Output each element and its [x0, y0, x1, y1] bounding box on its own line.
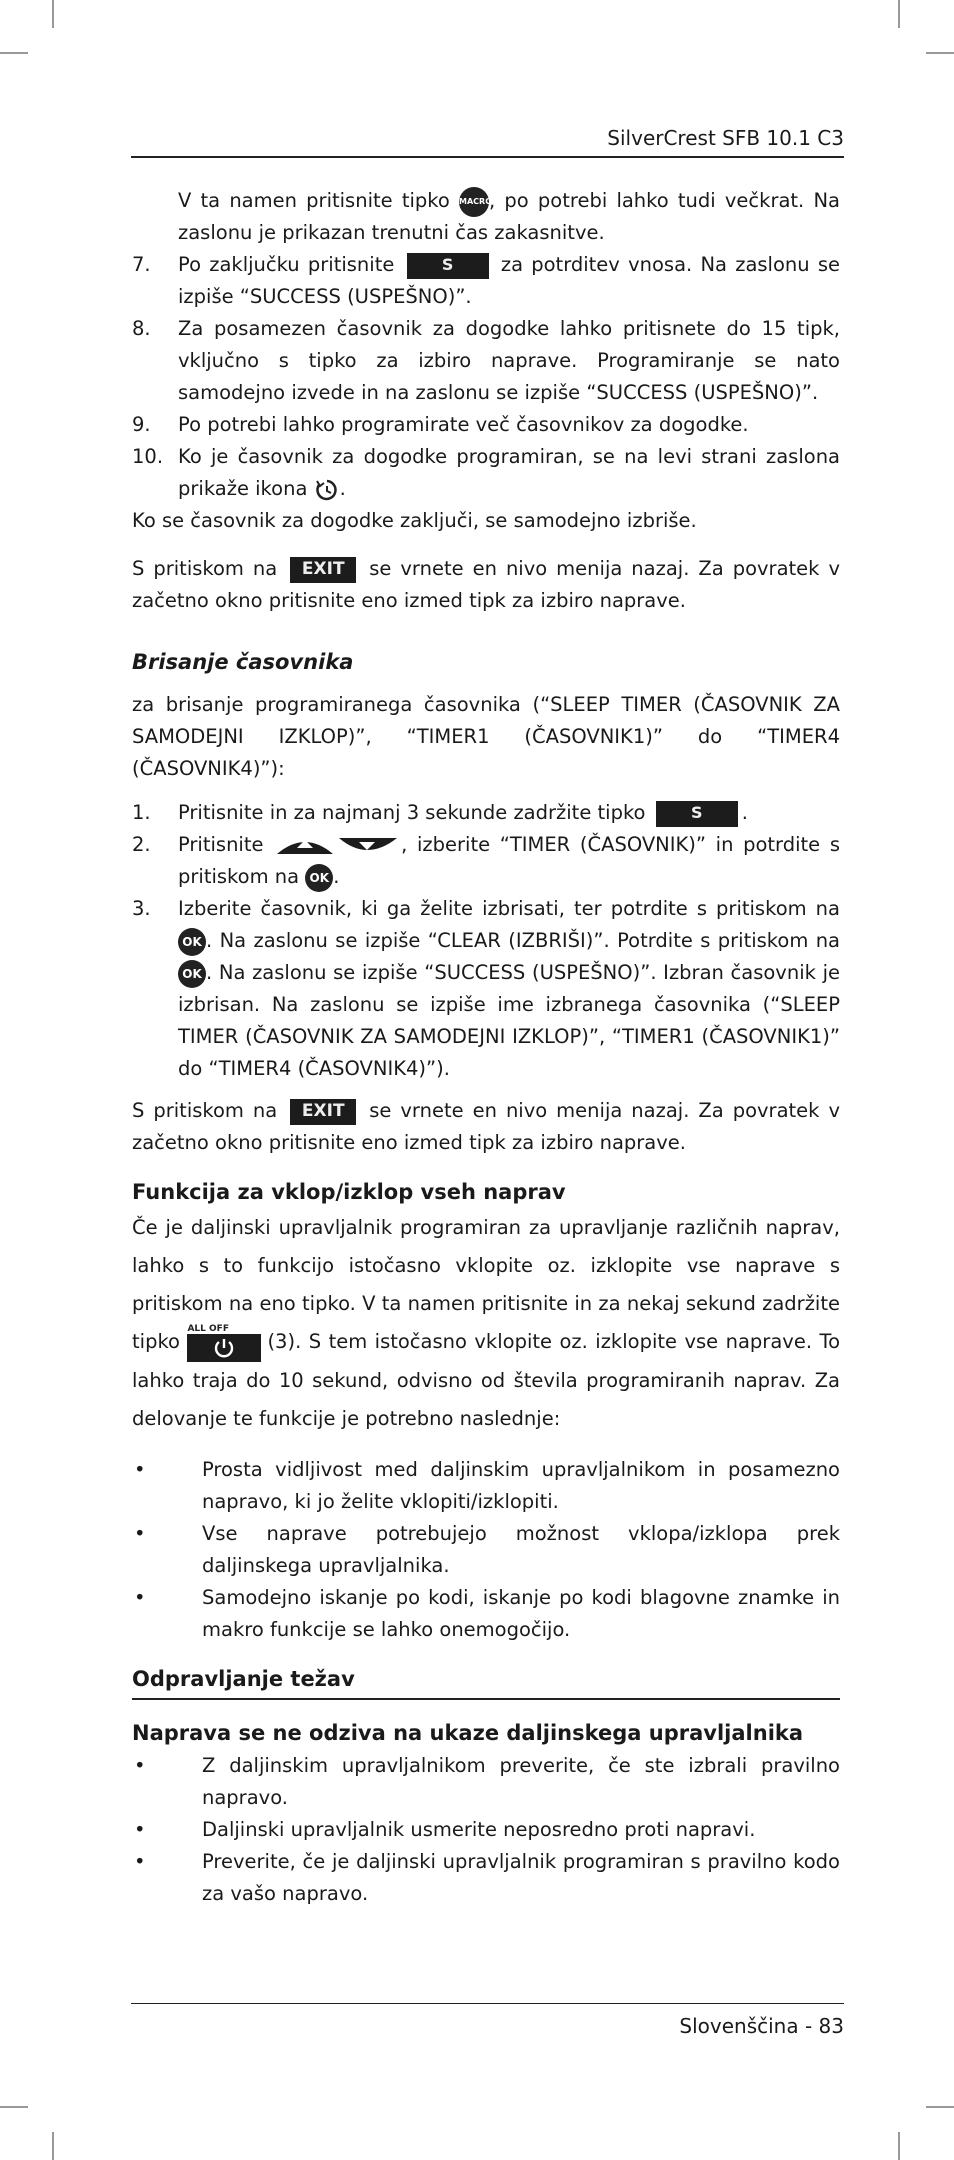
ok-button-icon: OK [305, 864, 333, 892]
section-title: Brisanje časovnika [132, 650, 354, 674]
paragraph: S pritiskom na EXIT se vrnete en nivo menija nazaj. Za povratek v začetno okno pritisnite eno izmed tipk za izbiro naprave. [132, 1099, 840, 1154]
page-header: SilverCrest SFB 10.1 C3 [131, 120, 844, 158]
list-item: • Daljinski upravljalnik usmerite neposredno proti napravi. [134, 1817, 756, 1841]
paragraph: Ko se časovnik za dogodke zaključi, se samodejno izbriše. [132, 509, 697, 532]
ok-button-icon: OK [178, 928, 206, 956]
up-down-arrow-icons [273, 832, 401, 860]
paragraph: za brisanje programiranega časovnika (“SLEEP TIMER (ČASOVNIK ZA SAMODEJNI IZKLOP)”, “TIMER1 (ČASOVNIK1)” do “TIMER4 (ČASOVNIK4)”): [132, 693, 840, 780]
crop-mark [926, 2106, 954, 2108]
s-button-icon: S [407, 253, 489, 279]
section-title: Funkcija za vklop/izklop vseh naprav [132, 1180, 566, 1204]
ok-button-icon: OK [178, 960, 206, 988]
section-title: Odpravljanje težav [132, 1662, 840, 1700]
paragraph: S pritiskom na EXIT se vrnete en nivo menija nazaj. Za povratek v začetno okno pritisnite eno izmed tipk za izbiro naprave. [132, 557, 840, 612]
list-item: 10. Ko je časovnik za dogodke programiran, se na levi strani zaslona prikaže ikona . [132, 441, 840, 505]
list-item: • Vse naprave potrebujejo možnost vklopa/izklopa prek daljinskega upravljalnika. [134, 1521, 840, 1577]
list-item: • Samodejno iskanje po kodi, iskanje po kodi blagovne znamke in makro funkcije se lahko onemogočijo. [134, 1585, 840, 1641]
list-item: 8. Za posamezen časovnik za dogodke lahko pritisnete do 15 tipk, vključno s tipko za izbiro naprave. Programiranje se nato samodejno izvede in na zaslonu se izpiše “SUCCESS (USPEŠNO)”. [132, 317, 840, 404]
crop-mark [52, 0, 54, 28]
paragraph: V ta namen pritisnite tipko MACRO, po potrebi lahko tudi večkrat. Na zaslonu je prikazan trenutni čas zakasnitve. [132, 185, 840, 249]
page-footer: Slovenščina - 83 [131, 2003, 844, 2038]
crop-mark [926, 52, 954, 54]
s-button-icon: S [656, 801, 738, 827]
list-item: 9. Po potrebi lahko programirate več časovnikov za dogodke. [132, 413, 749, 436]
subsection-title: Naprava se ne odziva na ukaze daljinskega upravljalnika [132, 1720, 804, 1745]
document-body [132, 185, 840, 1910]
list-item: 7. Po zaključku pritisnite S za potrditev vnosa. Na zaslonu se izpiše “SUCCESS (USPEŠNO)”. [132, 253, 841, 308]
list-item: 1. Pritisnite in za najmanj 3 sekunde zadržite tipko S . [132, 797, 840, 829]
crop-mark [0, 2106, 28, 2108]
list-item: 2. Pritisnite , izberite “TIMER (ČASOVNIK)” in potrdite s pritiskom na OK . [132, 829, 840, 893]
macro-button-icon: MACRO [459, 187, 489, 217]
crop-mark [0, 52, 28, 54]
list-item: • Prosta vidljivost med daljinskim upravljalnikom in posamezno napravo, ki jo želite vklopiti/izklopiti. [134, 1457, 840, 1513]
paragraph: Če je daljinski upravljalnik programiran za upravljanje različnih naprav, lahko s to funkcijo istočasno vklopite oz. izklopite vse naprave s pritiskom na eno tipko. V ta namen pritisnite in za nekaj sekund zadržite tipko ALL OFF (3). S tem istočasno vklopite oz. izklopite vse naprave. To lahko traja do 10 sekund, odvisno od števila programiranih naprav. Za delovanje te funkcije je potrebno naslednje: [132, 1216, 840, 1430]
power-icon [213, 1337, 235, 1359]
crop-mark [898, 0, 900, 28]
list-item: • Z daljinskim upravljalnikom preverite, če ste izbrali pravilno napravo. [134, 1753, 840, 1809]
exit-button-icon: EXIT [290, 1099, 356, 1125]
timer-icon [314, 477, 340, 503]
crop-mark [52, 2132, 54, 2160]
list-item: 3. Izberite časovnik, ki ga želite izbrisati, ter potrdite s pritiskom na OK . Na zaslonu se izpiše “CLEAR (IZBRIŠI)”. Potrdite s pritiskom na OK . Na zaslonu se izpiše “SUCCESS (USPEŠNO)”. Izbran časovnik je izbrisan. Na zaslonu se izpiše ime izbranega časovnika (“SLEEP TIMER (ČASOVNIK ZA SAMODEJNI IZKLOP)”, “TIMER1 (ČASOVNIK1)” do “TIMER4 (ČASOVNIK4)”). [132, 897, 840, 1080]
exit-button-icon: EXIT [290, 557, 356, 583]
crop-mark [898, 2132, 900, 2160]
list-item: • Preverite, če je daljinski upravljalnik programiran s pravilno kodo za vašo napravo. [134, 1849, 840, 1905]
all-off-button-icon: ALL OFF [187, 1324, 261, 1362]
